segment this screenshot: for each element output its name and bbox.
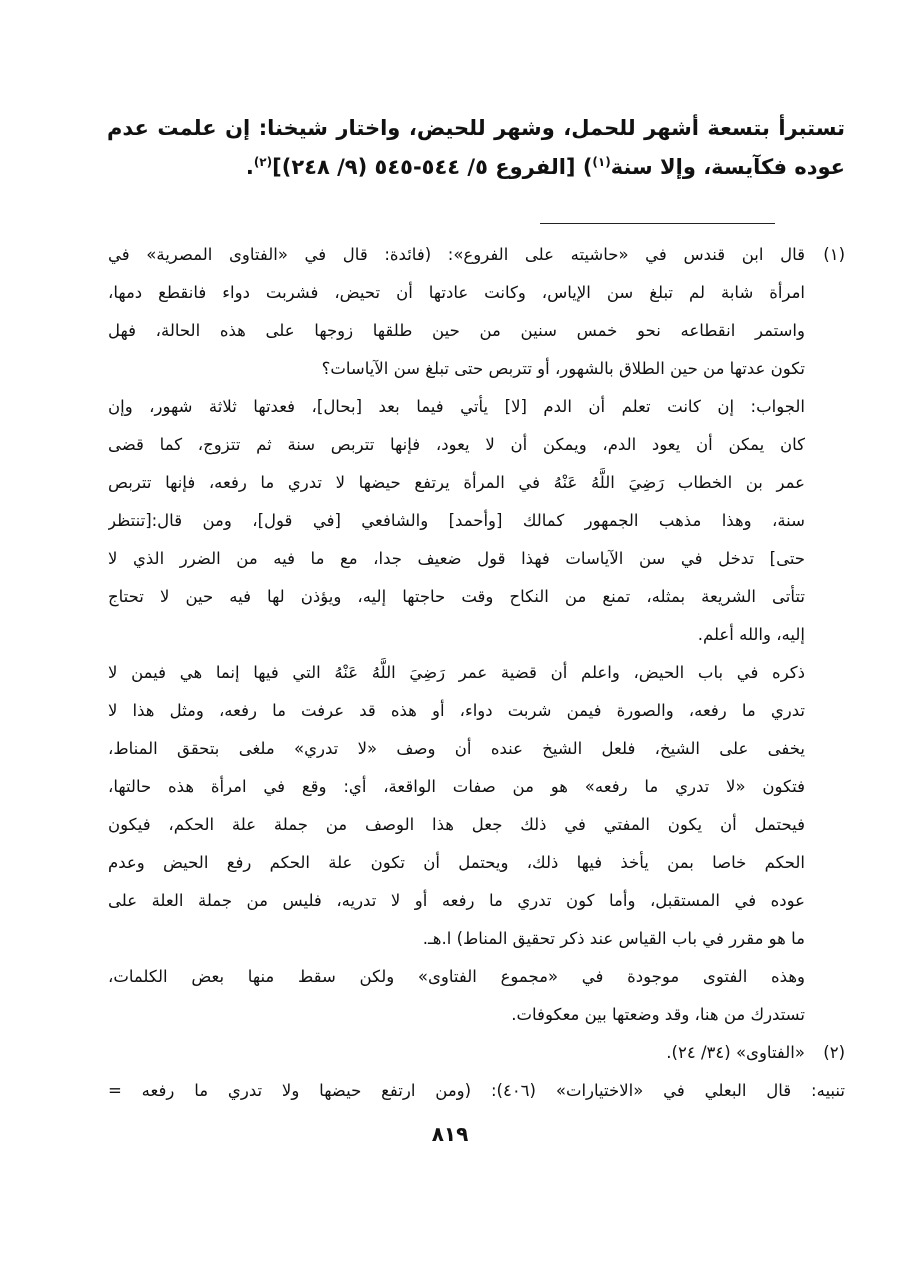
footnote-text: «الفتاوى» (٣٤/ ٢٤). xyxy=(666,1043,805,1062)
footnote-text: الحكم خاصا بمن يأخذ فيها ذلك، ويحتمل أن تكون علة الحكم رفع الحيض وعدم xyxy=(108,853,805,872)
footnote-2 xyxy=(108,1036,845,1070)
footnote-line xyxy=(108,960,805,994)
footnote-line xyxy=(108,618,805,652)
footnote-text: عمر بن الخطاب رَضِيَ اللَّهُ عَنْهُ في المرأة يرتفع حيضها لا تدري ما رفعه، فإنها تتربص xyxy=(108,473,805,492)
footnote-line xyxy=(108,846,805,880)
footnote-separator xyxy=(540,223,775,224)
footnote-text: عوده في المستقبل، وأما كون تدري ما رفعه أو لا تدريه، فليس من جملة العلة على xyxy=(108,891,805,910)
footnote-text: كان يمكن أن يعود الدم، ويمكن أن لا يعود، فإنها تتربص سنة ثم تتزوج، كما قضى xyxy=(108,435,805,454)
footnote-text: فيحتمل أن يكون المفتي في ذلك جعل هذا الوصف من جملة علة الحكم، فيكون xyxy=(108,815,805,834)
footnote-line xyxy=(108,352,805,386)
footnote-text: واستمر انقطاعه نحو خمس سنين من حين طلقها زوجها على هذه الحالة، فهل xyxy=(108,321,805,340)
footnote-text: امرأة شابة لم تبلغ سن الإياس، وكانت عادتها أن تحيض، فشربت دواء فانقطع دمها، xyxy=(108,283,805,302)
footnote-text: تتأتى الشريعة بمثله، تمنع من النكاح وقت حاجتها إليه، ويؤذن لها فيه حين لا تحتاج xyxy=(108,587,805,606)
footnote-line xyxy=(108,884,805,918)
footnote-ref-2[interactable]: (٢) xyxy=(253,155,273,169)
footnote-text: تستدرك من هنا، وقد وضعتها بين معكوفات. xyxy=(511,1005,805,1024)
main-text-line: تستبرأ بتسعة أشهر للحمل، وشهر للحيض، واختار شيخنا: إن علمت عدم xyxy=(107,116,845,140)
footnote-text: ما هو مقرر في باب القياس عند ذكر تحقيق المناط) ا.هـ. xyxy=(422,929,805,948)
footnote-marker: (٢) xyxy=(823,1043,845,1062)
footnote-line xyxy=(108,390,805,424)
footnote-text: إليه، والله أعلم. xyxy=(697,625,805,644)
footnote-line xyxy=(108,580,805,614)
main-text-segment: . xyxy=(245,155,254,179)
footnote-note: تنبيه: قال البعلي في «الاختيارات» (٤٠٦): (ومن ارتفع حيضها ولا تدري ما رفعه = xyxy=(108,1081,845,1100)
footnote-line xyxy=(108,922,805,956)
main-text-line xyxy=(107,145,845,179)
footnote-line xyxy=(108,770,805,804)
footnote-text: تكون عدتها من حين الطلاق بالشهور، أو تتربص حتى تبلغ سن الآياسات؟ xyxy=(321,359,805,378)
footnote-1 xyxy=(108,238,845,272)
footnote-text: سنة، وهذا مذهب الجمهور كمالك [وأحمد] والشافعي [في قول]، ومن قال:[تنتظر xyxy=(108,511,805,530)
footnote-line xyxy=(108,542,805,576)
footnote-marker: (١) xyxy=(823,245,845,264)
footnote-text: فتكون «لا تدري ما رفعه» هو من صفات الواقعة، أي: وقع في امرأة هذه حالتها، xyxy=(108,777,805,796)
footnote-ref-1[interactable]: (١) xyxy=(592,155,611,169)
footnote-line xyxy=(108,504,805,538)
main-text-segment: عوده فكآيسة، وإلا سنة xyxy=(610,155,845,179)
footnote-line xyxy=(108,808,805,842)
footnote-line xyxy=(108,314,805,348)
footnote-line xyxy=(108,656,805,690)
footnote-line xyxy=(108,732,805,766)
footnote-text: حتى] تدخل في سن الآياسات فهذا قول ضعيف جدا، مع ما فيه من الضرر الذي لا xyxy=(108,549,805,568)
footnote-text: ذكره في باب الحيض، واعلم أن قضية عمر رَضِيَ اللَّهُ عَنْهُ التي فيها إنما هي فيمن لا xyxy=(108,663,805,682)
footnote-text: الجواب: إن كانت تعلم أن الدم [لا] يأتي فيما بعد [بحال]، فعدتها ثلاثة شهور، وإن xyxy=(108,397,805,416)
footnote-line xyxy=(108,694,805,728)
footnote-line xyxy=(108,276,805,310)
footnote-text: وهذه الفتوى موجودة في «مجموع الفتاوى» ولكن سقط منها بعض الكلمات، xyxy=(108,967,805,986)
citation: ) [الفروع ٥/ ٥٤٤-٥٤٥ (٩/ ٢٤٨)] xyxy=(272,155,593,179)
footnote-line xyxy=(108,466,805,500)
footnote-text: قال ابن قندس في «حاشيته على الفروع»: (فائدة: قال في «الفتاوى المصرية» في xyxy=(108,245,805,264)
footnote-text: تدري ما رفعه، والصورة فيمن شربت دواء، أو هذه قد عرفت ما رفعه، ومثل هذا لا xyxy=(108,701,805,720)
footnote-line xyxy=(108,428,805,462)
footnote-line xyxy=(108,998,805,1032)
footnote-text: يخفى على الشيخ، فلعل الشيخ عنده أن وصف «لا تدري» ملغى بتحقق المناط، xyxy=(108,739,805,758)
page-number: ٨١٩ xyxy=(431,1122,469,1146)
